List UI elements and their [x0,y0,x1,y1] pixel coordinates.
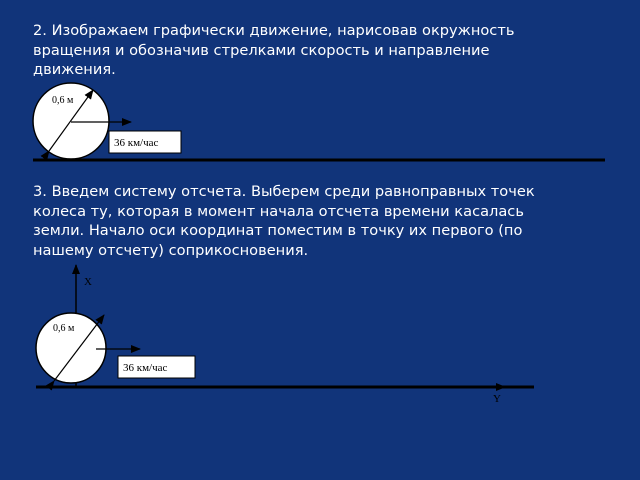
speed-label: 36 км/час [123,362,168,374]
y-axis-label: Y [493,393,501,405]
diagram-coordinate-system [36,265,534,405]
diameter-label: 0,6 м [52,95,74,106]
speed-label: 36 км/час [114,137,159,149]
step-2-text: 2. Изображаем графически движение, нарисовав окружность вращения и обозначив стрелками скорость и направление движения. [33,22,515,78]
step-3-text: 3. Введем систему отсчета. Выберем среди равноправных точек колеса ту, которая в момент начала отсчета времени касалась земли. Начало оси координат поместим в точку их первого (по нашему отсчету) соприкосновения. [33,183,535,259]
x-axis-label: X [84,276,92,288]
diagram-wheel-motion [33,83,605,160]
diameter-label: 0,6 м [53,323,75,334]
